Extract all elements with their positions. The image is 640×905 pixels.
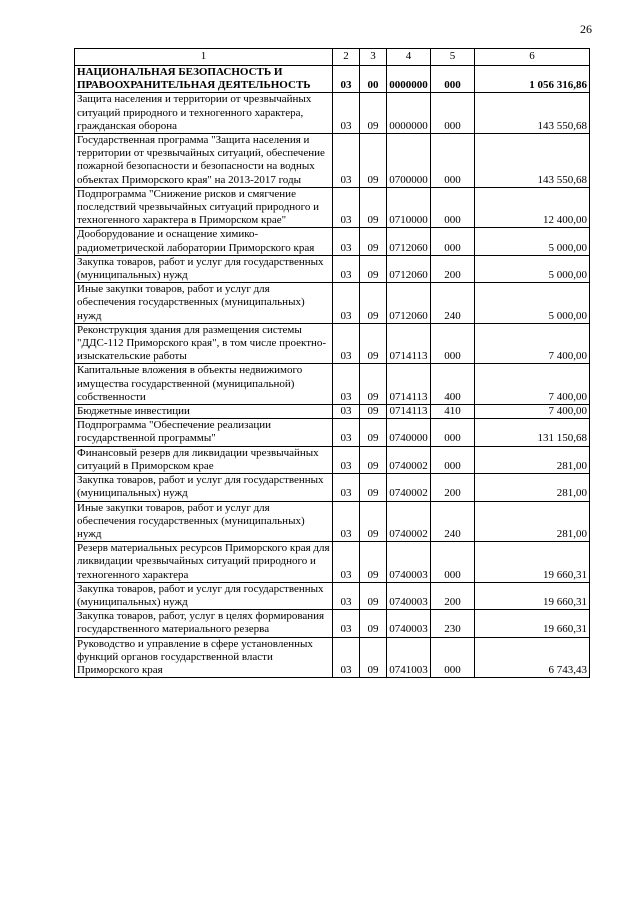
row-name-cell: Иные закупки товаров, работ и услуг для обеспечения государственных (муниципальных) нужд xyxy=(75,283,333,324)
table-row xyxy=(75,228,590,255)
column-header-amount: 6 xyxy=(475,49,590,66)
row-section-cell: 03 xyxy=(333,364,360,405)
row-subsection-cell: 09 xyxy=(360,637,387,678)
row-name-cell: Резерв материальных ресурсов Приморского края для ликвидации чрезвычайных ситуаций природного и техногенного характера xyxy=(75,542,333,583)
row-name-cell: Иные закупки товаров, работ и услуг для обеспечения государственных (муниципальных) нужд xyxy=(75,501,333,542)
table-row xyxy=(75,542,590,583)
row-group-cell: 000 xyxy=(431,542,475,583)
row-group-cell: 410 xyxy=(431,405,475,419)
row-section-cell: 03 xyxy=(333,93,360,134)
table-row xyxy=(75,582,590,609)
row-name-cell: НАЦИОНАЛЬНАЯ БЕЗОПАСНОСТЬ И ПРАВООХРАНИТЕЛЬНАЯ ДЕЯТЕЛЬНОСТЬ xyxy=(75,66,333,93)
row-section-cell: 03 xyxy=(333,637,360,678)
table-row xyxy=(75,134,590,188)
table-row xyxy=(75,637,590,678)
row-section-cell: 03 xyxy=(333,419,360,446)
row-subsection-cell: 09 xyxy=(360,610,387,637)
table-row xyxy=(75,283,590,324)
row-subsection-cell: 09 xyxy=(360,134,387,188)
row-subsection-cell: 09 xyxy=(360,474,387,501)
row-section-cell: 03 xyxy=(333,255,360,282)
row-article-cell: 0000000 xyxy=(387,93,431,134)
row-name-cell: Закупка товаров, работ, услуг в целях формирования государственного материального резерва xyxy=(75,610,333,637)
row-article-cell: 0712060 xyxy=(387,283,431,324)
row-amount-cell: 19 660,31 xyxy=(475,582,590,609)
row-subsection-cell: 09 xyxy=(360,542,387,583)
row-article-cell: 0740003 xyxy=(387,542,431,583)
row-amount-cell: 19 660,31 xyxy=(475,542,590,583)
row-article-cell: 0740002 xyxy=(387,474,431,501)
row-group-cell: 000 xyxy=(431,637,475,678)
row-subsection-cell: 09 xyxy=(360,93,387,134)
row-section-cell: 03 xyxy=(333,582,360,609)
row-amount-cell: 5 000,00 xyxy=(475,255,590,282)
column-header-section: 2 xyxy=(333,49,360,66)
row-name-cell: Дооборудование и оснащение химико-радиометрической лаборатории Приморского края xyxy=(75,228,333,255)
row-amount-cell: 1 056 316,86 xyxy=(475,66,590,93)
row-group-cell: 400 xyxy=(431,364,475,405)
row-amount-cell: 7 400,00 xyxy=(475,405,590,419)
column-header-subsection: 3 xyxy=(360,49,387,66)
row-article-cell: 0714113 xyxy=(387,364,431,405)
table-body xyxy=(75,66,590,678)
column-header-article: 4 xyxy=(387,49,431,66)
row-name-cell: Реконструкция здания для размещения системы "ДДС-112 Приморского края", в том числе проектно-изыскательские работы xyxy=(75,323,333,364)
row-group-cell: 240 xyxy=(431,501,475,542)
row-section-cell: 03 xyxy=(333,501,360,542)
row-article-cell: 0740000 xyxy=(387,419,431,446)
row-section-cell: 03 xyxy=(333,542,360,583)
table-header-row xyxy=(75,49,590,66)
row-article-cell: 0714113 xyxy=(387,323,431,364)
row-name-cell: Закупка товаров, работ и услуг для государственных (муниципальных) нужд xyxy=(75,474,333,501)
row-subsection-cell: 09 xyxy=(360,419,387,446)
row-amount-cell: 143 550,68 xyxy=(475,134,590,188)
row-name-cell: Защита населения и территории от чрезвычайных ситуаций природного и техногенного характера, гражданская оборона xyxy=(75,93,333,134)
row-amount-cell: 281,00 xyxy=(475,446,590,473)
row-group-cell: 000 xyxy=(431,323,475,364)
row-section-cell: 03 xyxy=(333,323,360,364)
row-amount-cell: 6 743,43 xyxy=(475,637,590,678)
row-amount-cell: 7 400,00 xyxy=(475,364,590,405)
row-group-cell: 000 xyxy=(431,187,475,228)
row-section-cell: 03 xyxy=(333,474,360,501)
table-row xyxy=(75,255,590,282)
table-row xyxy=(75,323,590,364)
row-name-cell: Капитальные вложения в объекты недвижимого имущества государственной (муниципальной) собственности xyxy=(75,364,333,405)
row-subsection-cell: 09 xyxy=(360,405,387,419)
row-article-cell: 0740002 xyxy=(387,501,431,542)
table-row xyxy=(75,93,590,134)
row-article-cell: 0714113 xyxy=(387,405,431,419)
row-article-cell: 0740003 xyxy=(387,582,431,609)
row-name-cell: Бюджетные инвестиции xyxy=(75,405,333,419)
row-subsection-cell: 09 xyxy=(360,582,387,609)
row-group-cell: 000 xyxy=(431,228,475,255)
row-amount-cell: 19 660,31 xyxy=(475,610,590,637)
row-article-cell: 0000000 xyxy=(387,66,431,93)
table-row xyxy=(75,187,590,228)
table-row xyxy=(75,474,590,501)
row-amount-cell: 12 400,00 xyxy=(475,187,590,228)
row-article-cell: 0700000 xyxy=(387,134,431,188)
row-amount-cell: 281,00 xyxy=(475,474,590,501)
row-subsection-cell: 09 xyxy=(360,255,387,282)
row-group-cell: 000 xyxy=(431,93,475,134)
row-group-cell: 230 xyxy=(431,610,475,637)
column-header-group: 5 xyxy=(431,49,475,66)
row-group-cell: 200 xyxy=(431,582,475,609)
row-name-cell: Подпрограмма "Обеспечение реализации государственной программы" xyxy=(75,419,333,446)
row-name-cell: Финансовый резерв для ликвидации чрезвычайных ситуаций в Приморском крае xyxy=(75,446,333,473)
row-article-cell: 0710000 xyxy=(387,187,431,228)
row-name-cell: Закупка товаров, работ и услуг для государственных (муниципальных) нужд xyxy=(75,582,333,609)
row-subsection-cell: 09 xyxy=(360,187,387,228)
row-section-cell: 03 xyxy=(333,610,360,637)
row-name-cell: Государственная программа "Защита населения и территории от чрезвычайных ситуаций, обеспечение пожарной безопасности и безопасности на водных объектах Приморского края" на 2013-2017 годы xyxy=(75,134,333,188)
table-row xyxy=(75,446,590,473)
row-section-cell: 03 xyxy=(333,283,360,324)
row-name-cell: Подпрограмма "Снижение рисков и смягчение последствий чрезвычайных ситуаций природного и техногенного характера в Приморском крае" xyxy=(75,187,333,228)
row-subsection-cell: 09 xyxy=(360,323,387,364)
row-section-cell: 03 xyxy=(333,405,360,419)
row-group-cell: 000 xyxy=(431,419,475,446)
row-section-cell: 03 xyxy=(333,66,360,93)
row-amount-cell: 5 000,00 xyxy=(475,283,590,324)
row-section-cell: 03 xyxy=(333,134,360,188)
row-group-cell: 000 xyxy=(431,446,475,473)
row-subsection-cell: 00 xyxy=(360,66,387,93)
row-section-cell: 03 xyxy=(333,228,360,255)
row-subsection-cell: 09 xyxy=(360,283,387,324)
row-article-cell: 0740002 xyxy=(387,446,431,473)
row-article-cell: 0712060 xyxy=(387,255,431,282)
row-section-cell: 03 xyxy=(333,446,360,473)
row-article-cell: 0740003 xyxy=(387,610,431,637)
row-amount-cell: 281,00 xyxy=(475,501,590,542)
table-row xyxy=(75,501,590,542)
row-article-cell: 0712060 xyxy=(387,228,431,255)
row-name-cell: Закупка товаров, работ и услуг для государственных (муниципальных) нужд xyxy=(75,255,333,282)
row-amount-cell: 143 550,68 xyxy=(475,93,590,134)
row-section-cell: 03 xyxy=(333,187,360,228)
row-group-cell: 000 xyxy=(431,134,475,188)
table-row xyxy=(75,364,590,405)
row-amount-cell: 131 150,68 xyxy=(475,419,590,446)
table-row xyxy=(75,405,590,419)
row-group-cell: 000 xyxy=(431,66,475,93)
row-amount-cell: 7 400,00 xyxy=(475,323,590,364)
row-subsection-cell: 09 xyxy=(360,446,387,473)
row-amount-cell: 5 000,00 xyxy=(475,228,590,255)
row-subsection-cell: 09 xyxy=(360,501,387,542)
row-subsection-cell: 09 xyxy=(360,364,387,405)
row-group-cell: 200 xyxy=(431,474,475,501)
column-header-name: 1 xyxy=(75,49,333,66)
row-article-cell: 0741003 xyxy=(387,637,431,678)
page-number: 26 xyxy=(580,22,592,36)
row-name-cell: Руководство и управление в сфере установленных функций органов государственной власти Приморского края xyxy=(75,637,333,678)
table-row xyxy=(75,66,590,93)
row-group-cell: 200 xyxy=(431,255,475,282)
table-row xyxy=(75,419,590,446)
row-subsection-cell: 09 xyxy=(360,228,387,255)
table-row xyxy=(75,610,590,637)
budget-table xyxy=(74,48,590,678)
row-group-cell: 240 xyxy=(431,283,475,324)
